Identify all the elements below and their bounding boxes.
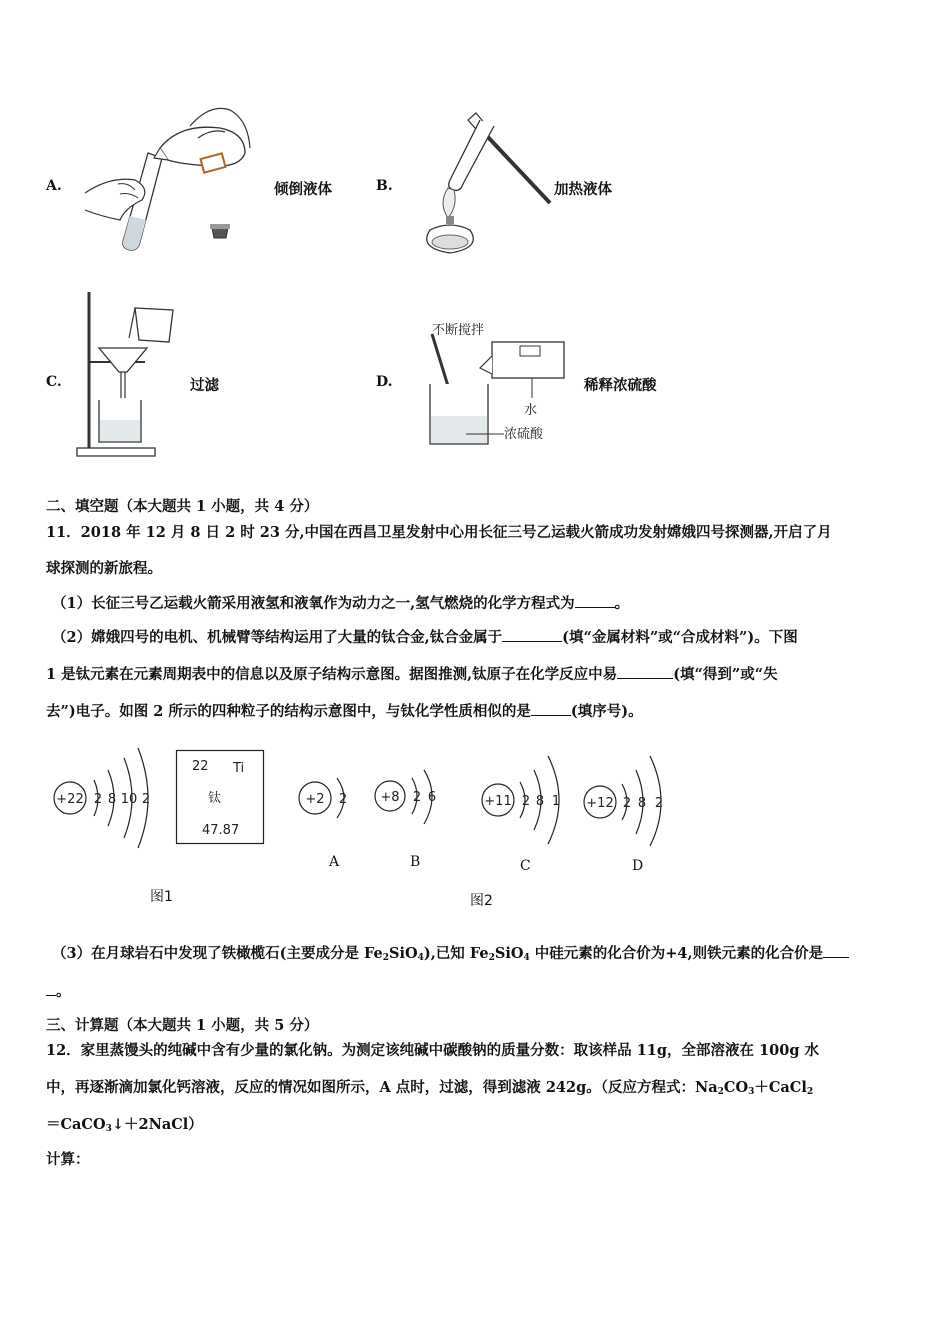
q12-line3-text-b: ↓＋2NaCl）	[111, 1116, 203, 1133]
particle-a-nucleus: +2	[305, 792, 325, 807]
element-mass: 47.87	[202, 823, 240, 838]
particle-b-nucleus: +8	[380, 790, 400, 805]
sub-4b: 4	[523, 953, 530, 963]
particle-a-label: A	[329, 854, 340, 870]
q11-part2-text-a: （2）嫦娥四号的电机、机械臂等结构运用了大量的钛合金,钛合金属于	[52, 629, 503, 646]
q12-line3-text-a: ＝CaCO	[46, 1116, 106, 1133]
q11-part3-text-e: 中硅元素的化合价为+4,则铁元素的化合价是	[529, 945, 824, 962]
ti-shell-4: 2	[141, 792, 151, 807]
particle-d-shell-2: 8	[637, 796, 647, 811]
q11-part3-text-b: SiO	[389, 945, 418, 962]
particle-d-nucleus: +12	[586, 796, 614, 811]
q11-part1-text: （1）长征三号乙运载火箭采用液氢和液氧作为动力之一,氢气燃烧的化学方程式为	[52, 595, 575, 612]
element-number: 22	[192, 759, 209, 774]
q12-line2	[46, 1076, 813, 1097]
particle-a-shell-1: 2	[338, 792, 348, 807]
q11-part2-text-d: (填“得到”或“失	[673, 666, 778, 683]
ti-nucleus-charge: +22	[56, 792, 84, 807]
answer-blank-2[interactable]	[502, 629, 562, 642]
particle-c	[478, 750, 573, 850]
q11-part3-text-d: SiO	[494, 945, 524, 962]
option-a-caption: 倾倒液体	[274, 181, 332, 198]
water-label: 水	[524, 403, 538, 418]
sub-2b: 2	[488, 953, 495, 963]
q12-sub-2: 2	[717, 1087, 724, 1097]
stir-label: 不断搅拌	[432, 323, 485, 338]
q11-part2-line3	[46, 700, 643, 721]
figure2-caption: 图2	[470, 893, 493, 909]
q11-part2-text-f: (填序号)。	[570, 703, 643, 720]
q11-part3-line2	[46, 980, 71, 1001]
particle-d-label: D	[632, 858, 644, 874]
q12-line2-text-c: ＋CaCl	[754, 1079, 807, 1096]
ti-element-card	[176, 750, 266, 846]
option-c-letter: C.	[46, 374, 62, 390]
section3-heading: 三、计算题（本大题共 1 小题，共 5 分）	[46, 1017, 319, 1034]
q11-part3-line1	[52, 942, 849, 963]
q11-part3-text-c: ),已知 Fe	[423, 945, 489, 962]
q11-line2: 球探测的新旅程。	[46, 560, 162, 577]
q12-line1: 12．家里蒸馒头的纯碱中含有少量的氯化钠。为测定该纯碱中碳酸钠的质量分数：取该样品 11g，全部溶液在 100g 水	[46, 1042, 820, 1059]
particle-b-shell-2: 6	[427, 790, 437, 805]
q12-sub-3b: 3	[105, 1124, 112, 1134]
answer-blank-5[interactable]	[823, 945, 849, 958]
ti-atom-structure	[50, 740, 160, 860]
option-a-letter: A.	[46, 178, 62, 194]
particle-b-shell-1: 2	[412, 790, 422, 805]
q11-part2-line1	[52, 626, 798, 647]
q11-part3-end: 。	[56, 983, 71, 1000]
ti-shell-3: 10	[120, 792, 138, 807]
sub-2: 2	[382, 953, 389, 963]
option-b-letter: B.	[376, 178, 393, 194]
heating-liquid-illustration	[410, 108, 550, 253]
answer-blank-3[interactable]	[617, 666, 673, 679]
q12-sub-3: 3	[748, 1087, 755, 1097]
particle-d	[580, 750, 675, 850]
q12-sub-2b: 2	[806, 1087, 814, 1097]
q12-line3	[46, 1113, 203, 1134]
option-d-letter: D.	[376, 374, 393, 390]
q12-line2-text-a: 中，再逐渐滴加氯化钙溶液，反应的情况如图所示，A 点时，过滤，得到滤液 242g。（反应方程式：Na	[46, 1079, 718, 1096]
particle-c-shell-2: 8	[535, 794, 545, 809]
q11-part2-text-e: 去”)电子。如图 2 所示的四种粒子的结构示意图中，与钛化学性质相似的是	[46, 703, 531, 720]
calc-label: 计算：	[46, 1151, 90, 1168]
q11-part3-text-a: （3）在月球岩石中发现了铁橄榄石(主要成分是 Fe	[52, 945, 383, 962]
option-c-caption: 过滤	[190, 377, 219, 394]
q11-part1	[52, 592, 629, 613]
pouring-liquid-illustration	[80, 98, 255, 253]
option-d-caption: 稀释浓硫酸	[584, 377, 657, 394]
figure1-caption: 图1	[150, 889, 173, 905]
filtration-illustration	[75, 290, 185, 460]
ti-shell-1: 2	[93, 792, 103, 807]
answer-blank-5-cont[interactable]	[46, 983, 56, 996]
q11-part1-end: 。	[614, 595, 630, 612]
acid-label: 浓硫酸	[504, 427, 544, 442]
sub-4: 4	[417, 953, 424, 963]
particle-c-nucleus: +11	[484, 794, 512, 809]
particle-c-label: C	[520, 858, 531, 874]
particle-b	[372, 766, 452, 836]
answer-blank-1[interactable]	[575, 595, 615, 608]
particle-c-shell-1: 2	[521, 794, 531, 809]
section2-heading: 二、填空题（本大题共 1 小题，共 4 分）	[46, 498, 319, 515]
particle-d-shell-3: 2	[654, 796, 664, 811]
particle-a	[295, 770, 355, 830]
element-name: 钛	[208, 791, 222, 806]
q11-line1: 11．2018 年 12 月 8 日 2 时 23 分,中国在西昌卫星发射中心用长征三号乙运载火箭成功发射嫦娥四号探测器,开启了月	[46, 524, 832, 541]
answer-blank-4[interactable]	[531, 703, 571, 716]
q12-line2-text-b: CO	[723, 1079, 749, 1096]
particle-d-shell-1: 2	[622, 796, 632, 811]
dilute-acid-illustration	[410, 316, 575, 451]
particle-c-shell-3: 1	[551, 794, 561, 809]
q11-part2-line2	[46, 663, 778, 684]
particle-b-label: B	[410, 854, 421, 870]
q11-part2-text-b: (填“金属材料”或“合成材料”)。下图	[562, 629, 798, 646]
q11-part2-text-c: 1 是钛元素在元素周期表中的信息以及原子结构示意图。据图推测,钛原子在化学反应中易	[46, 666, 618, 683]
ti-shell-2: 8	[107, 792, 117, 807]
element-symbol: Ti	[233, 761, 245, 776]
option-b-caption: 加热液体	[554, 181, 612, 198]
